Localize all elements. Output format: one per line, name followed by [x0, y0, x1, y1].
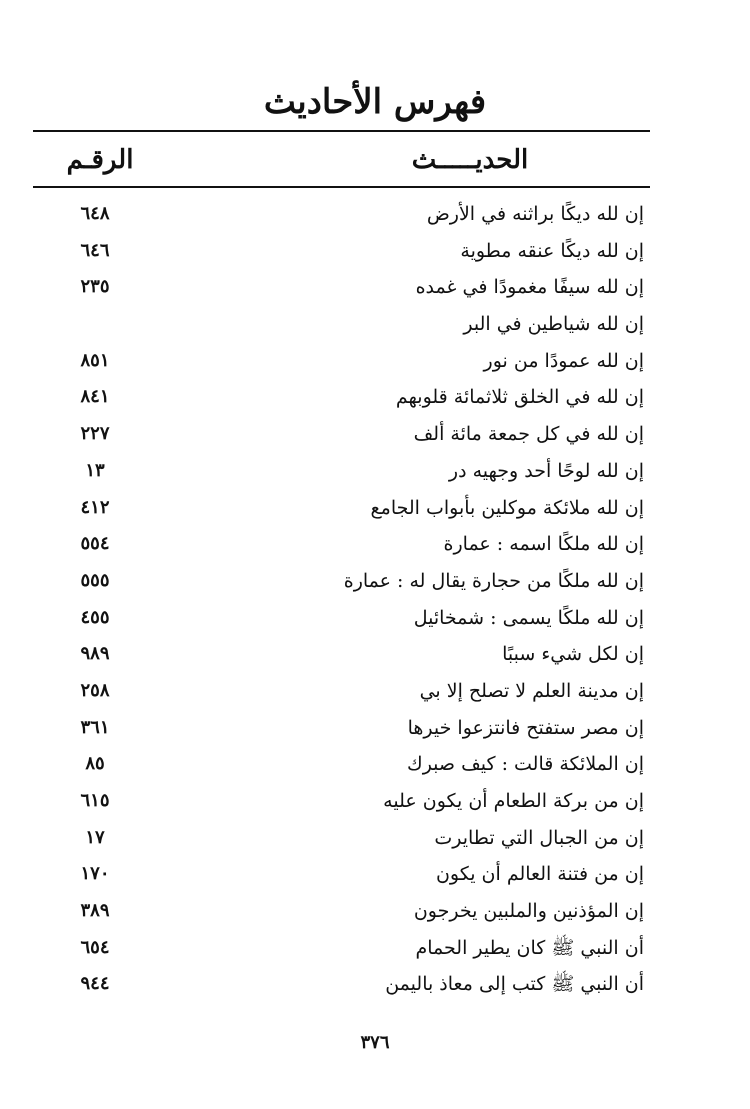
hadith-text: إن الملائكة قالت : كيف صبرك: [407, 753, 644, 776]
page-title: فهرس الأحاديث: [263, 82, 487, 122]
index-row: [40, 710, 650, 747]
index-row: [40, 490, 650, 527]
index-row: [40, 233, 650, 270]
hadith-text: إن لله في كل جمعة مائة ألف: [413, 423, 644, 446]
index-row: [40, 196, 650, 233]
index-row: [40, 526, 650, 563]
hadith-number: ٩٤٤: [80, 973, 110, 995]
hadith-number: ٨٥١: [80, 349, 110, 371]
hadith-number: ٦٥٤: [80, 936, 110, 958]
hadith-text: إن من فتنة العالم أن يكون: [435, 863, 644, 886]
hadith-number: ٣٨٩: [80, 900, 110, 922]
index-row: [40, 783, 650, 820]
title-rule: [33, 130, 650, 132]
index-row: [40, 306, 650, 343]
hadith-number: ٨٤١: [80, 386, 110, 408]
hadith-text: إن لكل شيء سببًا: [502, 643, 644, 666]
page-number: ٣٧٦: [360, 1032, 390, 1053]
hadith-text: إن لله ملكًا اسمه : عمارة: [443, 533, 644, 556]
index-row: [40, 379, 650, 416]
header-rule: [33, 186, 650, 188]
hadith-text: إن لله لوحًا أحد وجهيه در: [448, 459, 644, 482]
index-row: [40, 343, 650, 380]
index-row: [40, 269, 650, 306]
index-row: [40, 930, 650, 967]
hadith-number: ٤٥٥: [80, 606, 110, 628]
index-row: [40, 600, 650, 637]
hadith-number: ٥٥٤: [80, 533, 110, 555]
column-header-number: الرقـم: [66, 145, 134, 175]
hadith-text: أن النبي ﷺ كتب إلى معاذ باليمن: [385, 973, 644, 996]
hadith-text: إن لله ملائكة موكلين بأبواب الجامع: [370, 496, 644, 519]
index-row: [40, 563, 650, 600]
hadith-text: إن من بركة الطعام أن يكون عليه: [383, 790, 644, 812]
hadith-text: إن لله ملكًا يسمى : شمخائيل: [413, 606, 644, 629]
hadith-number: ١٧: [85, 826, 105, 848]
index-row: [40, 416, 650, 453]
hadith-text: إن لله سيفًا مغمودًا في غمده: [415, 276, 644, 299]
hadith-number: ٢٢٧: [80, 423, 110, 445]
hadith-text: إن المؤذنين والملبين يخرجون: [413, 900, 644, 923]
index-row: [40, 820, 650, 857]
hadith-text: إن من الجبال التي تطايرت: [434, 826, 644, 849]
index-row: [40, 636, 650, 673]
hadith-text: إن لله ديكًا براثنه في الأرض: [426, 203, 644, 225]
hadith-number: ١٧٠: [80, 863, 110, 885]
hadith-number: ١٣: [85, 459, 105, 481]
hadith-number: ٦١٥: [80, 790, 110, 811]
hadith-number: ٤١٢: [80, 496, 110, 518]
hadith-number: ٣٦١: [80, 716, 110, 738]
index-row: [40, 966, 650, 1003]
hadith-text: إن لله ملكًا من حجارة يقال له : عمارة: [343, 569, 644, 592]
column-header-hadith: الحديـــــث: [411, 145, 529, 175]
hadith-text: إن لله عمودًا من نور: [483, 349, 644, 372]
index-row: [40, 893, 650, 930]
hadith-text: إن مدينة العلم لا تصلح إلا بي: [419, 679, 644, 702]
hadith-index-list: [40, 196, 650, 1003]
hadith-number: ٥٥٥: [80, 569, 110, 591]
hadith-text: إن لله في الخلق ثلاثمائة قلوبهم: [395, 386, 644, 409]
hadith-number: ٩٨٩: [80, 643, 110, 665]
hadith-text: إن لله ديكًا عنقه مطوية: [460, 239, 644, 262]
hadith-number: ٦٤٨: [80, 203, 110, 224]
hadith-number: ٨٥: [85, 753, 105, 775]
hadith-number: ٢٣٥: [80, 276, 110, 298]
index-row: [40, 673, 650, 710]
hadith-text: أن النبي ﷺ كان يطير الحمام: [415, 936, 644, 959]
index-row: [40, 856, 650, 893]
hadith-number: ٢٥٨: [80, 679, 110, 701]
index-row: [40, 746, 650, 783]
hadith-text: إن مصر ستفتح فانتزعوا خيرها: [407, 716, 644, 739]
index-row: [40, 453, 650, 490]
hadith-number: ٦٤٦: [80, 239, 110, 261]
hadith-text: إن لله شياطين في البر: [463, 313, 644, 336]
